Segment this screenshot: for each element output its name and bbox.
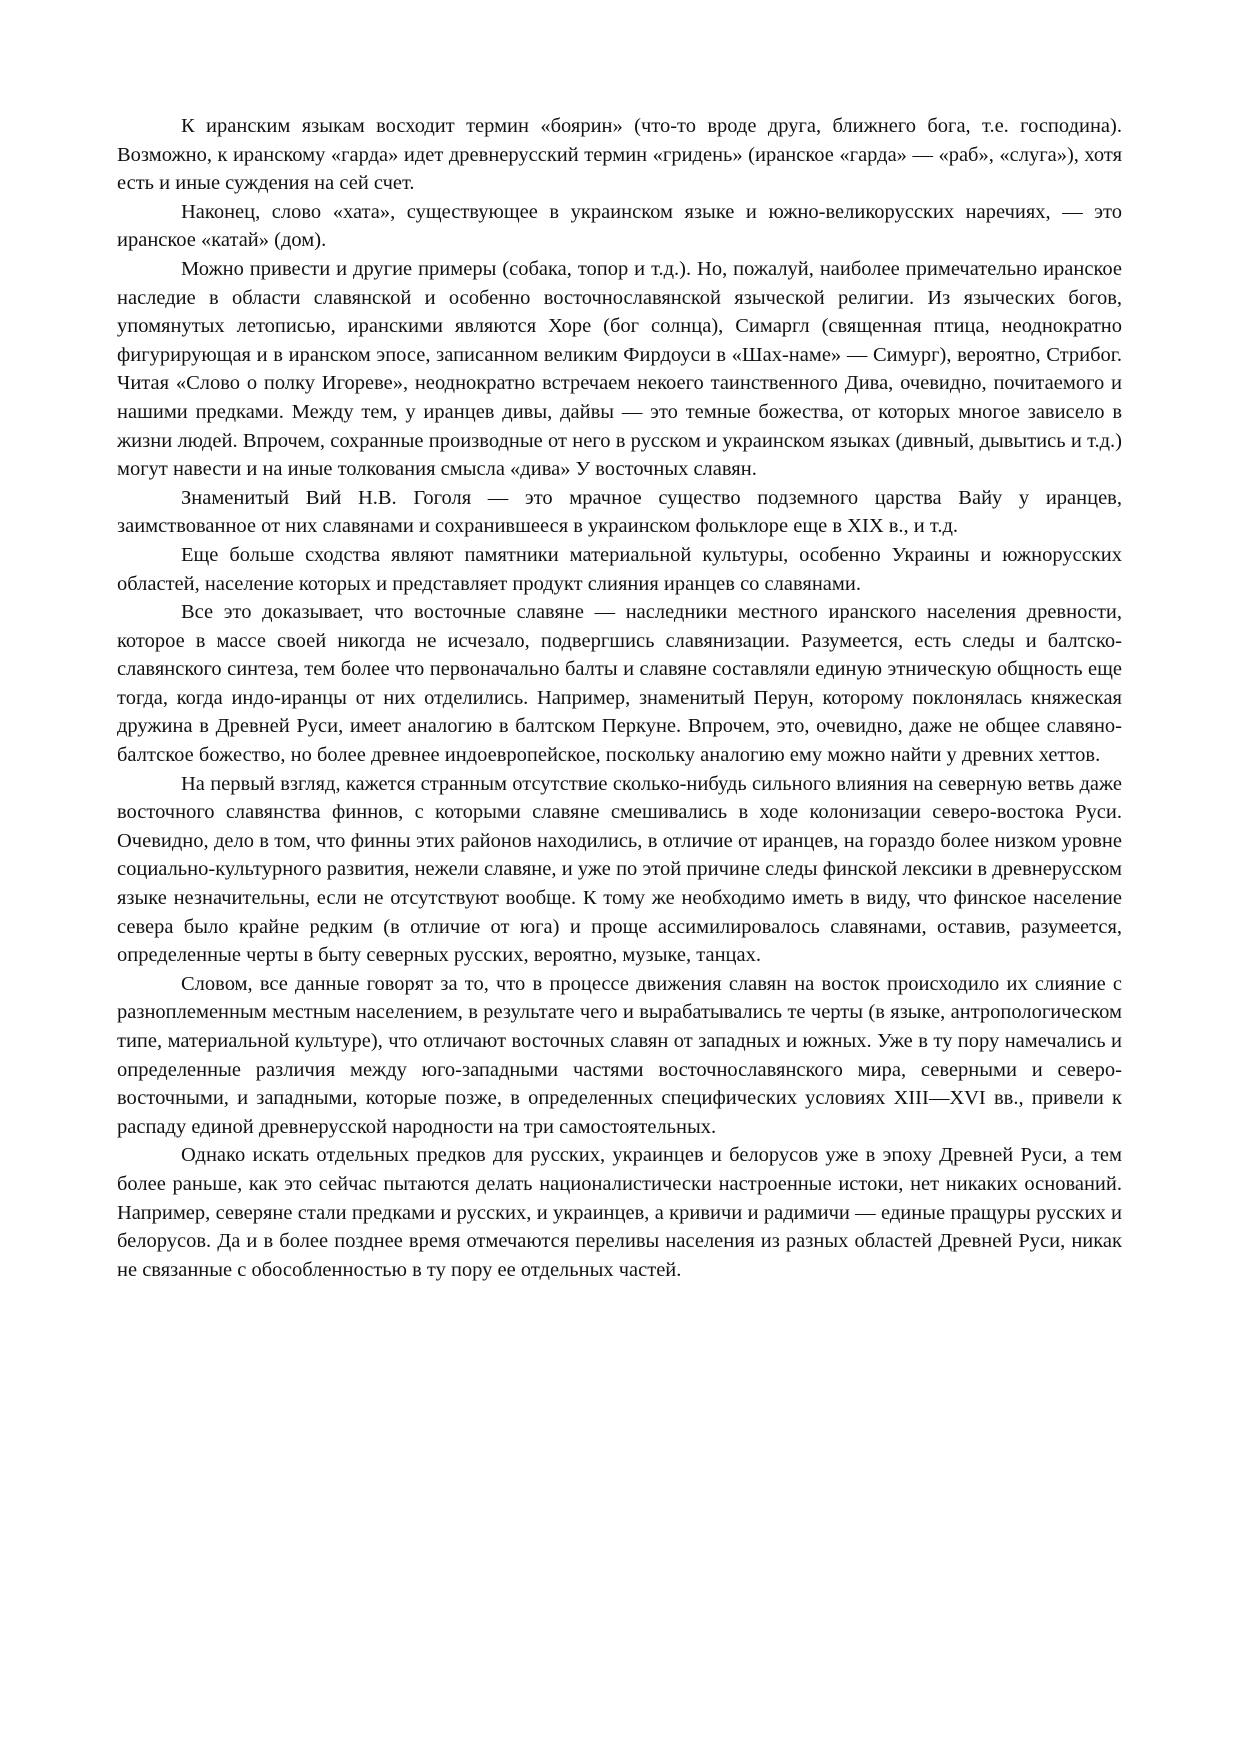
paragraph-6: Все это доказывает, что восточные славяне — наследники местного иранского населения древности, которое в массе своей никогда не исчезало, подвергшись славянизации. Разумеется, есть следы и балтско-славянского синтеза, тем более что первоначально балты и славяне составляли единую этническую общность еще тогда, когда индо-иранцы от них отделились. Например, знаменитый Перун, которому поклонялась княжеская дружина в Древней Руси, имеет аналогию в балтском Перкуне. Впрочем, это, очевидно, даже не общее славяно-балтское божество, но более древнее индоевропейское, поскольку аналогию ему можно найти у древних хеттов. — [117, 601, 1122, 767]
paragraph-7: На первый взгляд, кажется странным отсутствие сколько-нибудь сильного влияния на северную ветвь даже восточного славянства финнов, с которыми славяне смешивались в ходе колонизации северо-востока Руси. Очевидно, дело в том, что финны этих районов находились, в отличие от иранцев, на гораздо более низком уровне социально-культурного развития, нежели славяне, и уже по этой причине следы финской лексики в древнерусском языке незначительны, если не отсутствуют вообще. К тому же необходимо иметь в виду, что финское население севера было крайне редким (в отличие от юга) и проще ассимилировалось славянами, оставив, разумеется, определенные черты в быту северных русских, вероятно, музыке, танцах. — [117, 772, 1122, 967]
paragraph-5: Еще больше сходства являют памятники материальной культуры, особенно Украины и южнорусских областей, население которых и представляет продукт слияния иранцев со славянами. — [117, 543, 1122, 595]
paragraph-9: Однако искать отдельных предков для русских, украинцев и белорусов уже в эпоху Древней Руси, а тем более раньше, как это сейчас пытаются делать националистически настроенные истоки, нет никаких оснований. Например, северяне стали предками и русских, и украинцев, а кривичи и радимичи — единые пращуры русских и белорусов. Да и в более позднее время отмечаются переливы населения из разных областей Древней Руси, никак не связанные с обособленностью в ту пору ее отдельных частей. — [117, 1144, 1122, 1281]
paragraph-1: К иранским языкам восходит термин «боярин» (что-то вроде друга, ближнего бога, т.е. господина). Возможно, к иранскому «гарда» идет древнерусский термин «гридень» (иранское «гарда» — «раб», «слуга»), хотя есть и иные суждения на сей счет. — [117, 115, 1122, 195]
paragraph-3: Можно привести и другие примеры (собака, топор и т.д.). Но, пожалуй, наиболее примечательно иранское наследие в области славянской и особенно восточнославянской языческой религии. Из языческих богов, упомянутых летописью, иранскими являются Хоре (бог солнца), Симаргл (священная птица, неоднократно фигурирующая и в иранском эпосе, записанном великим Фирдоуси в «Шах-наме» — Симург), вероятно, Стрибог. Читая «Слово о полку Игореве», неоднократно встречаем некоего таинственного Дива, очевидно, почитаемого и нашими предками. Между тем, у иранцев дивы, дайвы — это темные божества, от которых многое зависело в жизни людей. Впрочем, сохранные производные от него в русском и украинском языках (дивный, дывытись и т.д.) могут навести и на иные толкования смысла «дива» У восточных славян. — [117, 257, 1122, 481]
paragraph-8: Словом, все данные говорят за то, что в процессе движения славян на восток происходило их слияние с разноплеменным местным населением, в результате чего и вырабатывались те черты (в языке, антропологическом типе, материальной культуре), что отличают восточных славян от западных и южных. Уже в ту пору намечались и определенные различия между юго-западными частями восточнославянского мира, северными и северо-восточными, и западными, которые позже, в определенных специфических условиях XIII—XVI вв., привели к распаду единой древнерусской народности на три самостоятельных. — [117, 972, 1122, 1138]
paragraph-4: Знаменитый Вий Н.В. Гоголя — это мрачное существо подземного царства Вайу у иранцев, заимствованное от них славянами и сохранившееся в украинском фольклоре еще в XIX в., и т.д. — [117, 486, 1122, 538]
document-page — [117, 112, 1122, 1284]
paragraph-2: Наконец, слово «хата», существующее в украинском языке и южно-великорусских наречиях, — это иранское «катай» (дом). — [117, 200, 1122, 252]
